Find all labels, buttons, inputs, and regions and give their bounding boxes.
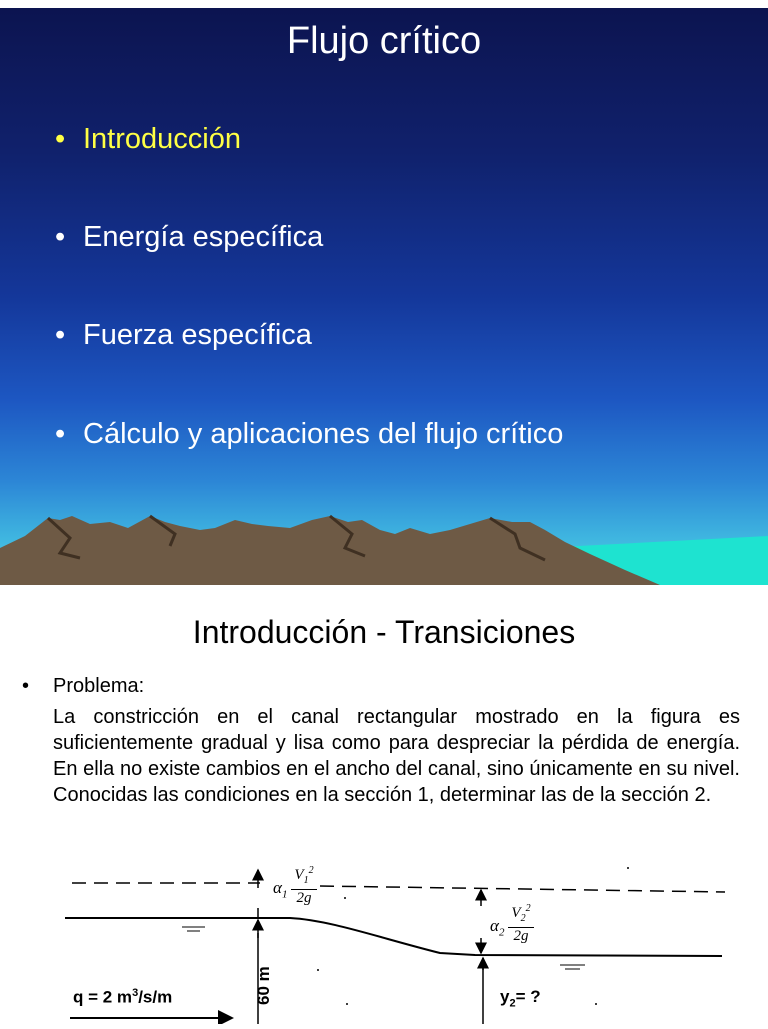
bullet-label: Cálculo y aplicaciones del flujo crítico: [83, 418, 564, 450]
title-slide: [0, 8, 768, 585]
problem-label: Problema:: [53, 675, 145, 697]
depth-label: 60 m: [254, 966, 273, 1005]
v-symbol: V: [511, 905, 521, 921]
problem-statement: La constricción en el canal rectangular mostrado en la figura es suficientemente gradual y lisa como para despreciar la pérdida de energía. En ella no existe cambios en el ancho del canal, sino únicamente en su nivel. Conocidas las condiciones en la sección 1, determinar las de la sección 2.: [53, 706, 740, 806]
bullet-dot: •: [55, 319, 66, 351]
bullet-label: Introducción: [83, 123, 241, 155]
velocity-head-2: [508, 900, 534, 945]
alpha-subscript: 2: [498, 926, 505, 939]
slide2-title: Introducción - Transiciones: [192, 614, 576, 650]
bullet-dot: •: [55, 221, 66, 253]
v-superscript: 2: [308, 865, 314, 876]
velocity-head-1: [291, 862, 317, 907]
y2-symbol: y: [500, 987, 510, 1006]
alpha1-label: [273, 878, 287, 900]
y2-subscript: 2: [509, 997, 516, 1010]
bullet-energia: [55, 221, 323, 254]
alpha-symbol: α: [273, 878, 282, 897]
flow-rate-text: q = 2 m: [73, 987, 133, 1007]
bullet-calculo: [55, 418, 563, 451]
bullet-label: Energía específica: [83, 221, 324, 253]
v-superscript: 2: [525, 903, 531, 914]
v-symbol: V: [294, 867, 304, 883]
bullet-dot: •: [55, 123, 66, 155]
mountain-range: [0, 516, 660, 585]
alpha2-label: [490, 916, 504, 938]
problem-bullet: [22, 675, 144, 698]
bullet-dot: •: [55, 418, 66, 450]
alpha-symbol: α: [490, 916, 499, 935]
bullet-label: Fuerza específica: [83, 319, 312, 351]
water-surface: [65, 918, 722, 956]
v-subscript: 2: [520, 913, 526, 924]
energy-line: [320, 886, 725, 892]
denominator: 2g: [296, 890, 312, 906]
y2-unknown: = ?: [515, 987, 541, 1006]
flow-rate-units: /s/m: [138, 987, 173, 1007]
y2-label: [500, 987, 541, 1009]
alpha-subscript: 1: [281, 888, 288, 901]
denominator: 2g: [513, 928, 529, 944]
bullet-introduccion: [55, 123, 241, 156]
slide-title: Flujo crítico: [286, 20, 482, 62]
channel-diagram: [0, 858, 768, 1024]
bullet-fuerza: [55, 319, 312, 352]
flow-rate-exponent: 3: [132, 987, 139, 999]
v-subscript: 1: [303, 875, 309, 886]
flow-rate-label: [73, 987, 172, 1008]
bullet-dot: •: [22, 675, 30, 697]
mountain-landscape: [0, 508, 768, 585]
